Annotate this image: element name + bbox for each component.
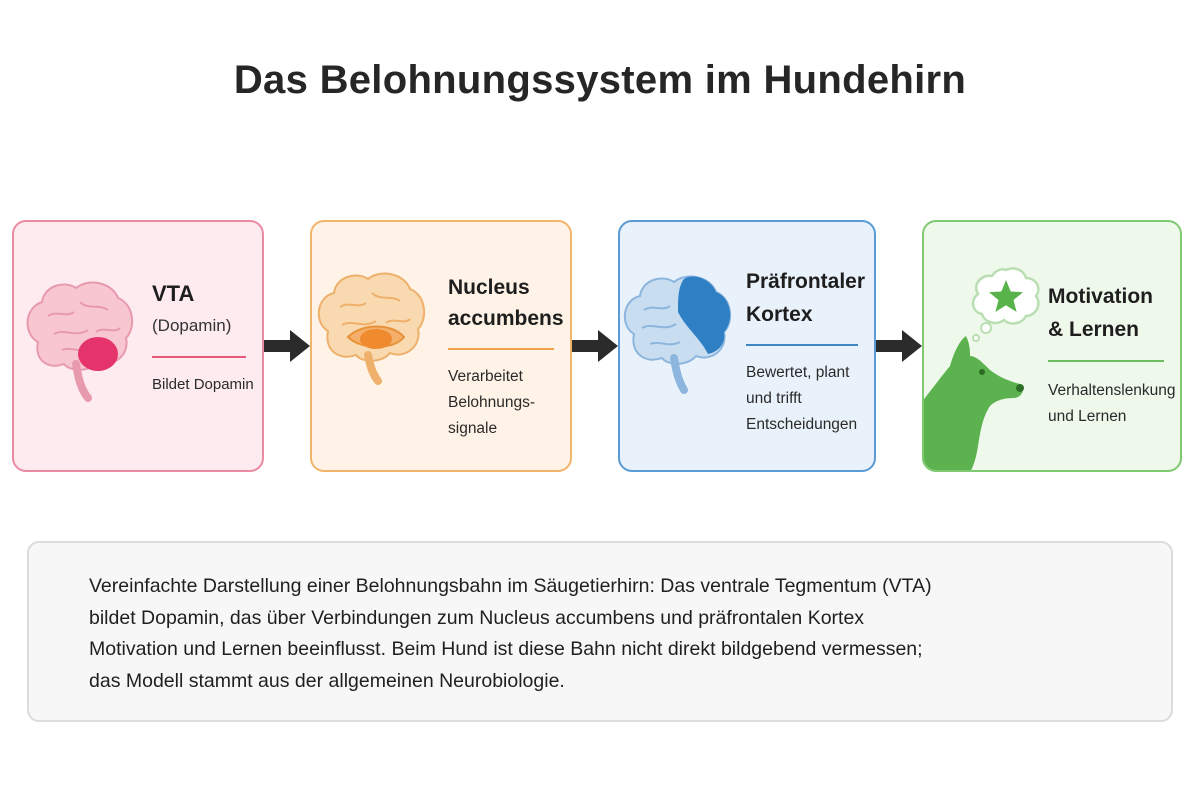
step-description: Verhaltenslenkung xyxy=(1048,382,1176,399)
step-title: accumbens xyxy=(448,307,564,330)
step-subtitle: (Dopamin) xyxy=(152,316,232,335)
arrow-right-icon xyxy=(264,326,310,366)
caption-line: Motivation und Lernen beeinflusst. Beim Hund ist diese Bahn nicht direkt bildgebend vermessen; xyxy=(89,638,923,660)
step-title: Präfrontaler xyxy=(746,270,866,293)
divider xyxy=(746,344,858,346)
step-description: Bewertet, plant xyxy=(746,364,850,381)
arrow-right-icon xyxy=(572,326,618,366)
step-description: Entscheidungen xyxy=(746,416,858,433)
caption-text xyxy=(89,571,1129,697)
step-card-nucleus-accumbens xyxy=(310,220,572,472)
divider xyxy=(448,348,554,350)
step-title: VTA xyxy=(152,281,195,306)
step-description: Verarbeitet xyxy=(448,368,523,385)
step-title: Nucleus xyxy=(448,276,530,299)
step-description: und trifft xyxy=(746,390,802,407)
step-description: Bildet Dopamin xyxy=(152,376,254,393)
arrow-right-icon xyxy=(876,326,922,366)
step-title: Motivation xyxy=(1048,285,1153,308)
brain-icon xyxy=(312,267,432,387)
step-title: Kortex xyxy=(746,303,813,326)
divider xyxy=(152,356,246,358)
step-title: & Lernen xyxy=(1048,318,1140,341)
brain-icon xyxy=(18,272,138,402)
caption-line: das Modell stammt aus der allgemeinen Neurobiologie. xyxy=(89,669,565,692)
step-card-vta xyxy=(12,220,264,472)
caption-note xyxy=(27,541,1173,722)
step-card-cortex xyxy=(618,220,876,472)
dog-icon xyxy=(922,326,1030,472)
divider xyxy=(1048,360,1164,362)
caption-line: bildet Dopamin, das über Verbindungen zum Nucleus accumbens und präfrontalen Kortex xyxy=(89,606,865,629)
step-description: Belohnungs- xyxy=(448,394,536,411)
step-description: und Lernen xyxy=(1048,408,1127,425)
step-description: signale xyxy=(448,420,498,437)
page-title: Das Belohnungssystem im Hundehirn xyxy=(233,58,967,102)
brain-icon xyxy=(620,268,740,398)
step-card-motivation xyxy=(922,220,1182,472)
caption-line: Vereinfachte Darstellung einer Belohnungsbahn im Säugetierhirn: Das ventrale Tegmentum (VTA) xyxy=(89,575,932,597)
